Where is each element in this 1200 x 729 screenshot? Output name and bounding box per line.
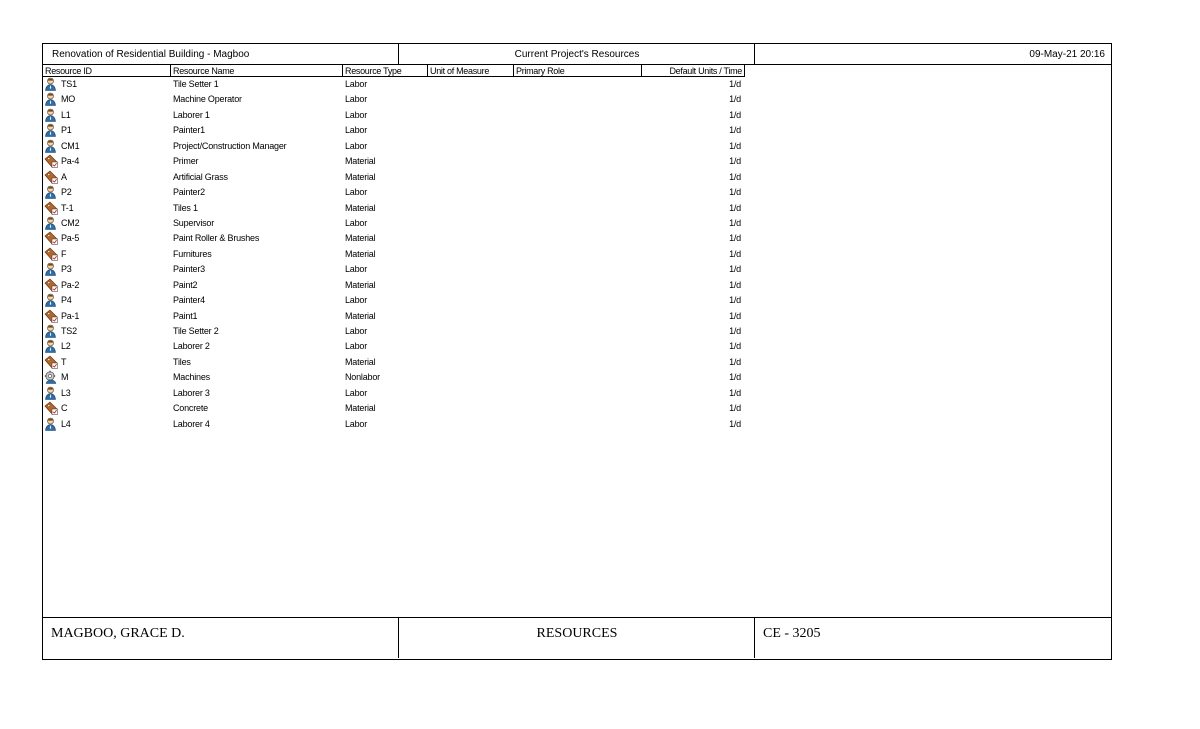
report-title: Current Project's Resources (514, 49, 640, 60)
default-units-cell: 1/d (729, 418, 741, 429)
resource-name-cell: Concrete (173, 403, 208, 414)
header-divider (398, 44, 399, 64)
resource-type-cell: Material (345, 233, 376, 244)
default-units-cell: 1/d (729, 403, 741, 414)
default-units-cell: 1/d (729, 310, 741, 321)
resource-type-cell: Labor (345, 94, 368, 105)
footer-divider (754, 618, 755, 658)
resource-type-cell: Material (345, 171, 376, 182)
resource-id-cell: MO (61, 94, 76, 105)
footer-author: MAGBOO, GRACE D. (51, 626, 185, 641)
labor-person-icon (44, 92, 58, 106)
resource-id-cell: F (61, 248, 67, 259)
material-tag-icon (44, 309, 58, 323)
table-row[interactable] (43, 417, 745, 432)
default-units-cell: 1/d (729, 125, 741, 136)
report-datetime: 09-May-21 20:16 (1029, 49, 1105, 60)
table-row[interactable] (43, 92, 745, 107)
table-row[interactable] (43, 386, 745, 401)
resource-id-cell: CM2 (61, 217, 80, 228)
material-tag-icon (44, 154, 58, 168)
material-tag-icon (44, 355, 58, 369)
table-row[interactable] (43, 370, 745, 385)
resource-id-cell: Pa-4 (61, 156, 80, 167)
resource-name-cell: Painter2 (173, 187, 205, 198)
resource-name-cell: Supervisor (173, 217, 215, 228)
resource-name-cell: Furnitures (173, 248, 212, 259)
resource-name-cell: Primer (173, 156, 199, 167)
table-row[interactable] (43, 262, 745, 277)
resource-id-cell: P1 (61, 125, 72, 136)
resource-type-cell: Material (345, 248, 376, 259)
footer-section: RESOURCES (536, 626, 618, 641)
resource-name-cell: Painter3 (173, 264, 205, 275)
resource-name-cell: Tile Setter 2 (173, 326, 219, 336)
resource-name-cell: Laborer 4 (173, 418, 210, 429)
default-units-cell: 1/d (729, 94, 741, 105)
labor-person-icon (44, 123, 58, 137)
resource-id-cell: TS1 (61, 79, 77, 89)
resource-name-cell: Project/Construction Manager (173, 140, 287, 151)
resource-id-cell: P3 (61, 264, 72, 275)
resource-name-cell: Laborer 1 (173, 109, 210, 120)
resource-id-cell: L3 (61, 387, 71, 398)
default-units-cell: 1/d (729, 109, 741, 120)
resource-name-cell: Painter4 (173, 295, 205, 306)
resource-name-cell: Machines (173, 372, 210, 383)
default-units-cell: 1/d (729, 140, 741, 151)
report-header (43, 44, 1111, 64)
labor-person-icon (44, 417, 58, 431)
material-tag-icon (44, 247, 58, 261)
material-tag-icon (44, 231, 58, 245)
header-divider (754, 44, 755, 64)
resource-type-cell: Material (345, 403, 376, 414)
labor-person-icon (44, 262, 58, 276)
resource-type-cell: Labor (345, 341, 368, 352)
resource-id-cell: CM1 (61, 140, 80, 151)
table-row[interactable] (43, 139, 745, 154)
footer-course: CE - 3205 (763, 626, 821, 641)
resource-table-body (43, 77, 745, 432)
resource-name-cell: Paint Roller & Brushes (173, 233, 260, 244)
table-row[interactable] (43, 108, 745, 123)
resource-type-cell: Labor (345, 109, 368, 120)
default-units-cell: 1/d (729, 171, 741, 182)
default-units-cell: 1/d (729, 156, 741, 167)
material-tag-icon (44, 401, 58, 415)
col-unit-of-measure: Unit of Measure (430, 66, 490, 76)
labor-person-icon (44, 139, 58, 153)
resource-id-cell: Pa-2 (61, 279, 80, 290)
col-resource-id: Resource ID (45, 66, 92, 76)
labor-person-icon (44, 293, 58, 307)
table-row[interactable] (43, 339, 745, 354)
resource-id-cell: Pa-1 (61, 310, 80, 321)
nonlabor-equipment-icon (44, 370, 58, 384)
resource-type-cell: Labor (345, 217, 368, 228)
resource-id-cell: P2 (61, 187, 72, 198)
table-row[interactable] (43, 185, 745, 200)
default-units-cell: 1/d (729, 248, 741, 259)
resource-type-cell: Material (345, 310, 376, 321)
table-row[interactable] (43, 324, 745, 339)
resource-type-cell: Labor (345, 387, 368, 398)
resource-name-cell: Painter1 (173, 125, 205, 136)
resource-id-cell: L2 (61, 341, 71, 352)
column-separator (744, 65, 745, 77)
resource-id-cell: M (61, 372, 69, 383)
report-footer (43, 617, 1111, 659)
resource-type-cell: Labor (345, 326, 368, 336)
resource-name-cell: Paint1 (173, 310, 198, 321)
table-row[interactable] (43, 216, 745, 231)
table-row[interactable] (43, 154, 745, 169)
resource-id-cell: L1 (61, 109, 71, 120)
resource-name-cell: Artificial Grass (173, 171, 228, 182)
default-units-cell: 1/d (729, 295, 741, 306)
resource-name-cell: Machine Operator (173, 94, 242, 105)
default-units-cell: 1/d (729, 79, 741, 89)
col-default-units: Default Units / Time (669, 66, 742, 76)
resource-name-cell: Tile Setter 1 (173, 79, 219, 89)
table-row[interactable] (43, 77, 745, 92)
resource-id-cell: A (61, 171, 67, 182)
col-resource-name: Resource Name (173, 66, 235, 76)
report-frame (42, 43, 1112, 660)
resource-type-cell: Labor (345, 125, 368, 136)
resource-id-cell: T-1 (61, 202, 74, 213)
resource-type-cell: Labor (345, 295, 368, 306)
resource-name-cell: Tiles 1 (173, 202, 198, 213)
material-tag-icon (44, 201, 58, 215)
resource-id-cell: P4 (61, 295, 72, 306)
resource-type-cell: Labor (345, 264, 368, 275)
labor-person-icon (44, 339, 58, 353)
resource-id-cell: L4 (61, 418, 71, 429)
resource-id-cell: Pa-5 (61, 233, 80, 244)
table-row[interactable] (43, 231, 745, 246)
table-row[interactable] (43, 278, 745, 293)
default-units-cell: 1/d (729, 233, 741, 244)
labor-person-icon (44, 386, 58, 400)
default-units-cell: 1/d (729, 326, 741, 336)
material-tag-icon (44, 170, 58, 184)
resource-id-cell: C (61, 403, 68, 414)
resource-type-cell: Labor (345, 140, 368, 151)
labor-person-icon (44, 324, 58, 338)
resource-type-cell: Material (345, 356, 376, 367)
resource-type-cell: Labor (345, 418, 368, 429)
resource-type-cell: Labor (345, 79, 368, 89)
labor-person-icon (44, 108, 58, 122)
table-row[interactable] (43, 401, 745, 416)
material-tag-icon (44, 278, 58, 292)
table-row[interactable] (43, 247, 745, 262)
resource-type-cell: Material (345, 156, 376, 167)
default-units-cell: 1/d (729, 341, 741, 352)
resource-id-cell: T (61, 356, 67, 367)
resource-id-cell: TS2 (61, 326, 77, 336)
default-units-cell: 1/d (729, 356, 741, 367)
labor-person-icon (44, 185, 58, 199)
table-row[interactable] (43, 170, 745, 185)
default-units-cell: 1/d (729, 187, 741, 198)
table-row[interactable] (43, 309, 745, 324)
table-row[interactable] (43, 201, 745, 216)
default-units-cell: 1/d (729, 202, 741, 213)
col-resource-type: Resource Type (345, 66, 402, 76)
resource-name-cell: Paint2 (173, 279, 198, 290)
project-title: Renovation of Residential Building - Magboo (52, 49, 250, 60)
default-units-cell: 1/d (729, 372, 741, 383)
table-row[interactable] (43, 293, 745, 308)
resource-type-cell: Material (345, 202, 376, 213)
labor-person-icon (44, 77, 58, 91)
resource-name-cell: Laborer 3 (173, 387, 210, 398)
resource-type-cell: Nonlabor (345, 372, 380, 383)
labor-person-icon (44, 216, 58, 230)
table-row[interactable] (43, 123, 745, 138)
column-header-row (43, 64, 745, 77)
default-units-cell: 1/d (729, 279, 741, 290)
resource-type-cell: Material (345, 279, 376, 290)
default-units-cell: 1/d (729, 264, 741, 275)
col-primary-role: Primary Role (516, 66, 565, 76)
default-units-cell: 1/d (729, 387, 741, 398)
table-row[interactable] (43, 355, 745, 370)
resource-name-cell: Tiles (173, 356, 191, 367)
resource-name-cell: Laborer 2 (173, 341, 210, 352)
resource-type-cell: Labor (345, 187, 368, 198)
default-units-cell: 1/d (729, 217, 741, 228)
